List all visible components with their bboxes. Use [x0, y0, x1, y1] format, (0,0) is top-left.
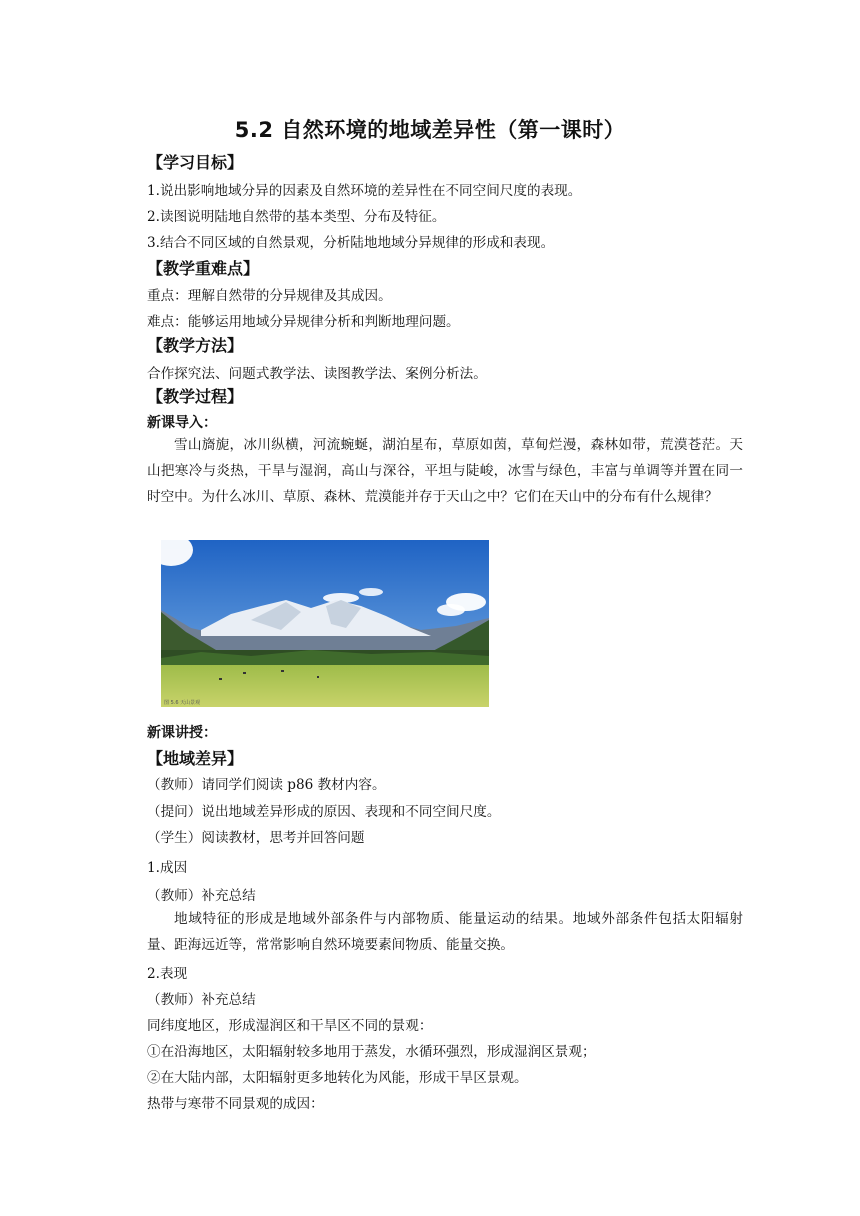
manifestation-line-4: 热带与寒带不同景观的成因： [147, 1096, 324, 1112]
manifestation-teacher-summary: （教师）补充总结 [147, 992, 256, 1008]
cause-paragraph: 地域特征的形成是地域外部条件与内部物质、能量运动的结果。地域外部条件包括太阳辐射量、距海远近等，常常影响自然环境要素间物质、能量交换。 [147, 911, 743, 954]
key-point: 重点：理解自然带的分异规律及其成因。 [147, 288, 392, 304]
objective-item-2: 2.读图说明陆地自然带的基本类型、分布及特征。 [147, 209, 446, 225]
manifestation-line-3: ②在大陆内部，太阳辐射更多地转化为风能，形成干旱区景观。 [147, 1070, 528, 1086]
regional-difference-heading: 【地域差异】 [147, 749, 244, 768]
student-activity: （学生）阅读教材，思考并回答问题 [147, 830, 365, 846]
difficult-point: 难点：能够运用地域分异规律分析和判断地理问题。 [147, 314, 460, 330]
cause-title: 1.成因 [147, 860, 188, 876]
teacher-instruction: （教师）请同学们阅读 p86 教材内容。 [147, 777, 386, 793]
teacher-question: （提问）说出地域差异形成的原因、表现和不同空间尺度。 [147, 804, 501, 820]
intro-paragraph: 雪山旖旎，冰川纵横，河流蜿蜒，湖泊星布，草原如茵，草甸烂漫，森林如带，荒漠苍茫。天山把寒冷与炎热，干旱与湿润，高山与深谷，平坦与陡峻，冰雪与绿色，丰富与单调等并置在同一时空中。为什么冰川、草原、森林、荒漠能并存于天山之中？它们在天山中的分布有什么规律？ [147, 437, 743, 506]
key-points-heading: 【教学重难点】 [147, 259, 260, 278]
lecture-label: 新课讲授： [147, 725, 217, 741]
objective-item-1: 1.说出影响地域分异的因素及自然环境的差异性在不同空间尺度的表现。 [147, 183, 582, 199]
objectives-heading: 【学习目标】 [147, 153, 244, 172]
intro-label: 新课导入： [147, 415, 217, 431]
methods-heading: 【教学方法】 [147, 336, 244, 355]
manifestation-line-2: ①在沿海地区，太阳辐射较多地用于蒸发，水循环强烈，形成湿润区景观； [147, 1044, 596, 1060]
manifestation-line-1: 同纬度地区，形成湿润区和干旱区不同的景观： [147, 1018, 433, 1034]
process-heading: 【教学过程】 [147, 387, 244, 406]
landscape-illustration [161, 540, 489, 707]
tianshan-landscape-image [161, 540, 489, 707]
figure-caption: 图 5.6 天山景观 [164, 700, 201, 706]
cause-teacher-summary: （教师）补充总结 [147, 888, 256, 904]
manifestation-title: 2.表现 [147, 966, 188, 982]
methods-text: 合作探究法、问题式教学法、读图教学法、案例分析法。 [147, 366, 487, 382]
page-title: 5.2 自然环境的地域差异性（第一课时） [234, 118, 626, 142]
objective-item-3: 3.结合不同区域的自然景观，分析陆地地域分异规律的形成和表现。 [147, 235, 555, 251]
